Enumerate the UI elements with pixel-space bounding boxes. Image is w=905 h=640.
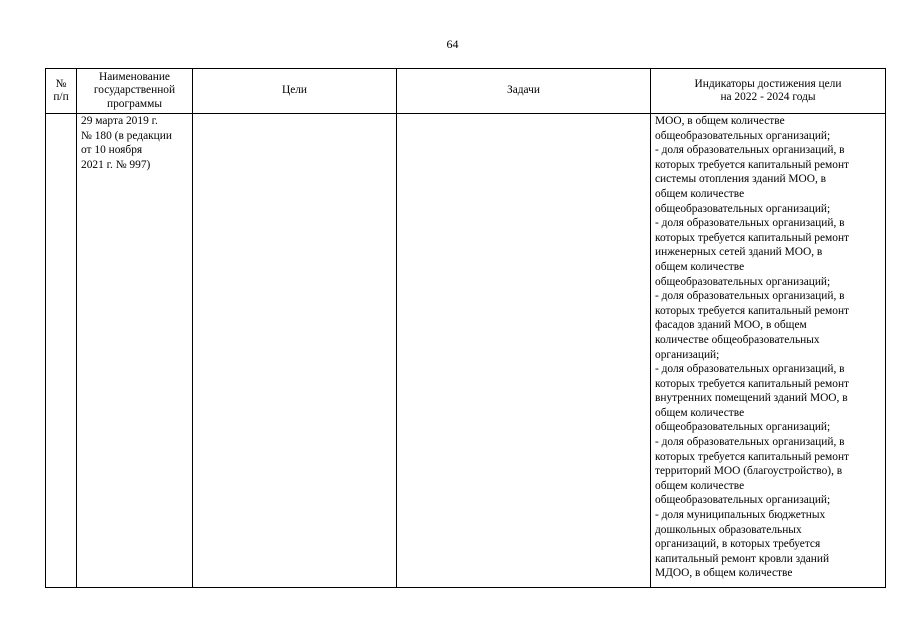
indicator-line: - доля образовательных организаций, в xyxy=(655,436,845,449)
program-line: № 180 (в редакции xyxy=(81,129,172,142)
header-indicators-line: Индикаторы достижения цели xyxy=(694,77,842,90)
cell-goals xyxy=(193,114,397,588)
program-table xyxy=(45,68,886,588)
indicator-line: общеобразовательных организаций; xyxy=(655,275,831,288)
cell-number xyxy=(46,114,77,588)
indicator-line: организаций, в которых требуется xyxy=(655,538,821,551)
header-program-line: государственной xyxy=(93,84,176,97)
indicator-line: которых требуется капитальный ремонт xyxy=(655,304,850,317)
indicator-line: которых требуется капитальный ремонт xyxy=(655,231,850,244)
header-program-line: программы xyxy=(107,97,162,110)
header-program-line: Наименование xyxy=(99,70,170,83)
indicator-line: капитальный ремонт кровли зданий xyxy=(655,552,830,565)
indicator-line: - доля муниципальных бюджетных xyxy=(655,509,826,522)
header-goals: Цели xyxy=(193,69,397,114)
cell-indicators xyxy=(651,114,886,588)
indicator-line: дошкольных образовательных xyxy=(655,523,802,536)
header-indicators-line: на 2022 - 2024 годы xyxy=(720,91,816,103)
program-line: 29 марта 2019 г. xyxy=(81,115,158,127)
indicator-line: общем количестве xyxy=(655,187,745,200)
indicator-line: количестве общеобразовательных xyxy=(655,333,820,346)
indicator-line: которых требуется капитальный ремонт xyxy=(655,450,850,463)
header-number xyxy=(46,69,77,114)
indicator-line: общеобразовательных организаций; xyxy=(655,494,831,507)
indicator-line: которых требуется капитальный ремонт xyxy=(655,377,850,390)
indicator-line: территорий МОО (благоустройство), в xyxy=(655,465,843,478)
indicator-line: общеобразовательных организаций; xyxy=(655,421,831,434)
indicator-line: МДОО, в общем количестве xyxy=(655,567,793,580)
cell-tasks xyxy=(397,114,651,588)
indicator-line: которых требуется капитальный ремонт xyxy=(655,158,850,171)
indicator-line: организаций; xyxy=(655,348,720,361)
indicator-line: системы отопления зданий МОО, в xyxy=(655,173,827,186)
indicator-line: общем количестве xyxy=(655,406,745,419)
indicator-line: инженерных сетей зданий МОО, в xyxy=(655,246,823,259)
indicator-line: общеобразовательных организаций; xyxy=(655,202,831,215)
indicator-line: фасадов зданий МОО, в общем xyxy=(655,319,807,332)
page-number: 64 xyxy=(446,37,459,51)
indicator-line: общеобразовательных организаций; xyxy=(655,129,831,142)
header-indicators xyxy=(651,69,886,114)
program-line: от 10 ноября xyxy=(81,144,143,157)
header-program-name xyxy=(77,69,193,114)
indicator-line: МОО, в общем количестве xyxy=(655,115,785,127)
indicator-line: - доля образовательных организаций, в xyxy=(655,290,845,303)
header-number-line: № xyxy=(55,77,67,90)
header-tasks: Задачи xyxy=(397,69,651,114)
indicator-line: внутренних помещений зданий МОО, в xyxy=(655,392,848,405)
header-number-line: п/п xyxy=(53,91,69,103)
indicator-line: - доля образовательных организаций, в xyxy=(655,217,845,230)
cell-program-name xyxy=(77,114,193,588)
indicator-line: - доля образовательных организаций, в xyxy=(655,363,845,376)
program-line: 2021 г. № 997) xyxy=(81,158,151,171)
table-header-row xyxy=(46,69,886,114)
indicator-line: общем количестве xyxy=(655,479,745,492)
table-row xyxy=(46,114,886,588)
indicator-line: общем количестве xyxy=(655,260,745,273)
indicator-line: - доля образовательных организаций, в xyxy=(655,144,845,157)
